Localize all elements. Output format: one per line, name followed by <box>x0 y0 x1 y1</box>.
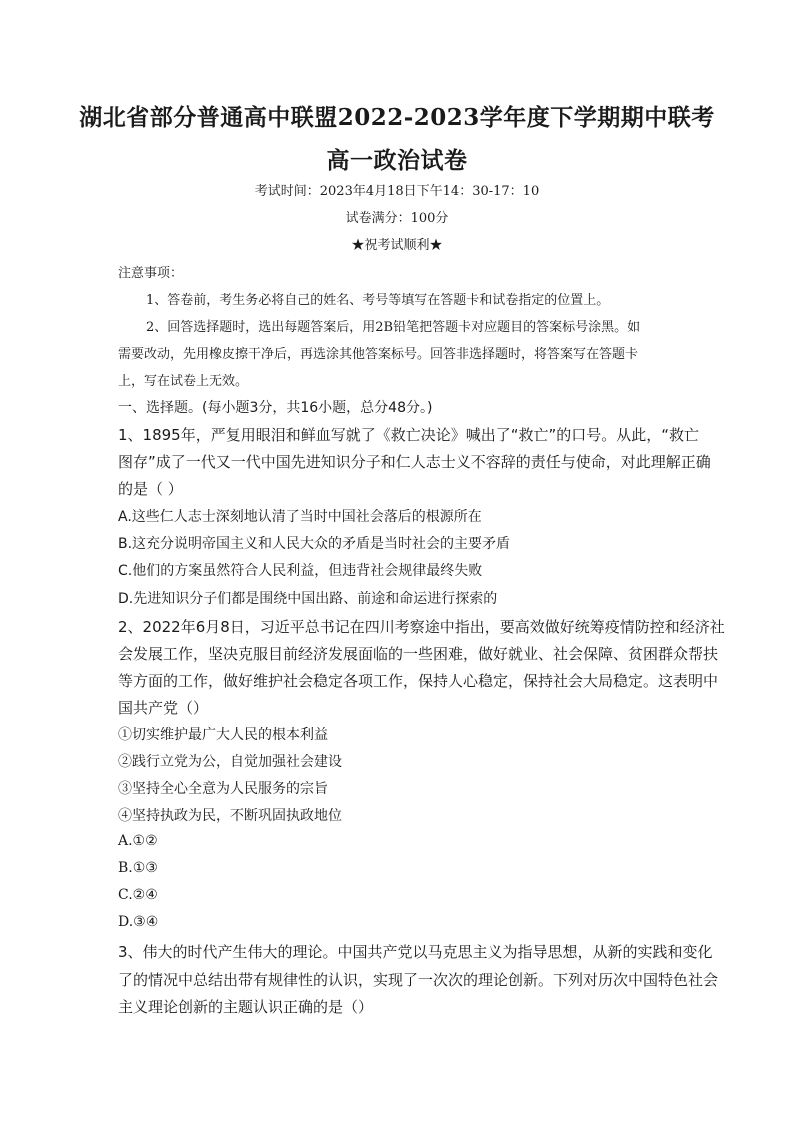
q1-stem-line-1: 1、1895年，严复用眼泪和鲜血写就了《救亡决论》喊出了“救亡”的口号。从此，“救亡 <box>118 426 700 444</box>
q1-stem-line-3: 的是（ ） <box>118 480 183 498</box>
q2-item-2: ②践行立党为公，自觉加强社会建设 <box>118 754 342 770</box>
q1-option-d: D.先进知识分子们都是围绕中国出路、前途和命运进行探索的 <box>118 591 498 607</box>
note-item-2-line-1: 2、回答选择题时，选出每题答案后，用2B铅笔把答题卡对应题目的答案标号涂黑。如 <box>146 320 641 335</box>
q1-stem-line-2: 图存”成了一代又一代中国先进知识分子和仁人志士义不容辞的责任与使命，对此理解正确 <box>118 453 711 471</box>
section-heading: 一、选择题。(每小题3分，共16小题，总分48分。) <box>118 400 433 416</box>
q1-option-c: C.他们的方案虽然符合人民利益，但违背社会规律最终失败 <box>118 563 483 579</box>
good-luck-wish: ★祝考试顺利★ <box>351 238 443 253</box>
q2-stem-line-3: 等方面的工作，做好维护社会稳定各项工作，保持人心稳定，保持社会大局稳定。这表明中 <box>118 672 719 690</box>
q2-item-4: ④坚持执政为民，不断巩固执政地位 <box>118 808 342 824</box>
q2-option-b: B.①③ <box>118 860 158 876</box>
full-score: 试卷满分：100分 <box>345 211 449 226</box>
q3-stem-line-2: 了的情况中总结出带有规律性的认识，实现了一次次的理论创新。下列对历次中国特色社会 <box>118 971 719 989</box>
q3-stem-line-3: 主义理论创新的主题认识正确的是（） <box>118 998 374 1016</box>
note-item-2-line-2: 需要改动，先用橡皮擦干净后，再选涂其他答案标号。回答非选择题时，将答案写在答题卡 <box>118 347 639 362</box>
note-item-2-line-3: 上，写在试卷上无效。 <box>118 374 249 389</box>
exam-title: 湖北省部分普通高中联盟2022-2023学年度下学期期中联考 <box>79 104 715 131</box>
q2-stem-line-4: 国共产党（） <box>118 699 209 717</box>
q1-option-b: B.这充分说明帝国主义和人民大众的矛盾是当时社会的主要矛盾 <box>118 536 511 552</box>
exam-time: 考试时间：2023年4月18日下午14：30-17：10 <box>254 184 540 199</box>
notes-heading: 注意事项： <box>118 266 184 281</box>
exam-subtitle: 高一政治试卷 <box>326 147 468 174</box>
q2-stem-line-2: 会发展工作，坚决克服目前经济发展面临的一些困难，做好就业、社会保障、贫困群众帮扶 <box>118 645 719 663</box>
q2-stem-line-1: 2、2022年6月8日，习近平总书记在四川考察途中指出，要高效做好统筹疫情防控和经济社 <box>118 618 725 636</box>
q2-option-a: A.①② <box>118 833 158 849</box>
q2-option-d: D.③④ <box>118 914 159 930</box>
q1-option-a: A.这些仁人志士深刻地认清了当时中国社会落后的根源所在 <box>118 509 482 525</box>
q3-stem-line-1: 3、伟大的时代产生伟大的理论。中国共产党以马克思主义为指导思想，从新的实践和变化 <box>118 943 713 961</box>
q2-option-c: C.②④ <box>118 887 158 903</box>
q2-item-3: ③坚持全心全意为人民服务的宗旨 <box>118 781 328 797</box>
note-item-1: 1、答卷前，考生务必将自己的姓名、考号等填写在答题卡和试卷指定的位置上。 <box>146 293 610 308</box>
q2-item-1: ①切实维护最广大人民的根本利益 <box>118 727 328 743</box>
